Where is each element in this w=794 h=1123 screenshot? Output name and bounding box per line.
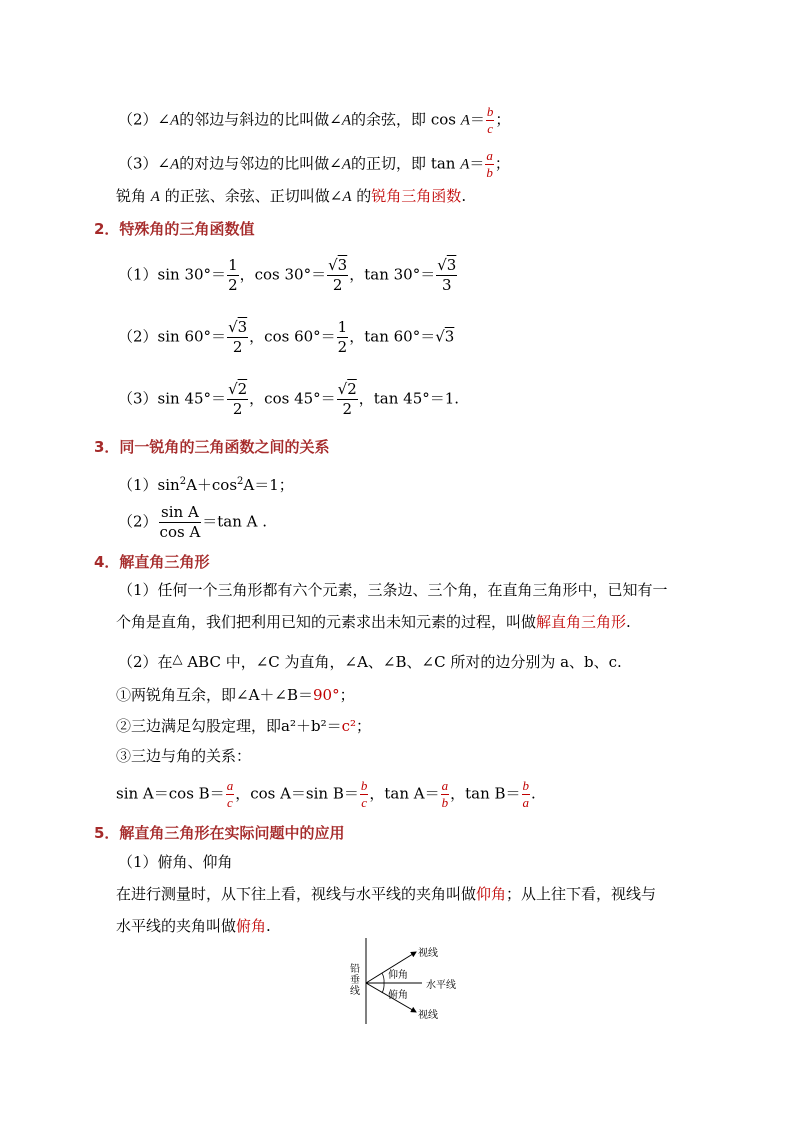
special-angle-row-30: （1）sin 30°＝ $\frac{1}{2}$ ，cos 30°＝ $\frac{√3}{2}$ ，tan 30°＝ $\frac{√3}{3}$ [118,256,457,294]
elevation-depression-subheading: （1）俯角、仰角 [118,853,233,871]
horizontal-line-label: 水平线 [426,980,456,991]
heading-solve-right-triangle: 4．解直角三角形 [94,553,210,571]
depression-angle-label: 俯角 [388,990,408,1001]
quotient-identity: （2） $\frac{\text{sin A}}{\text{cos A}}$ ＝tan A . [118,503,268,541]
solve-triangle-paragraph-line1: （1）任何一个三角形都有六个元素，三条边、三个角，在直角三角形中，已知有一 [118,581,668,599]
side-angle-relations-label: ③三边与角的关系： [116,747,252,765]
pythagorean-identity: $(1)\sin^2A+\cos^2A=1$； [118,476,294,494]
side-angle-relations: sin A＝cos B＝ $\frac{a}{c}$ ，cos A＝sin B＝ $\frac{b}{c}$ ，tan A＝ $\frac{a}{b}$ ，tan B＝ $\frac{b}{a}$ . [116,778,536,810]
triangle-abc-setup: （2）在△ ABC 中，∠C 为直角，∠A、∠B、∠C 所对的边分别为 a、b、c. [118,652,622,671]
cos-fraction: $\frac{b}{c}$ [486,104,494,136]
trig-summary-line: 锐角 A 的正弦、余弦、正切叫做∠A 的锐角三角函数. [116,187,467,205]
special-angle-row-60: （2）sin 60°＝ $\frac{√3}{2}$ ，cos 60°＝ $\frac{1}{2}$ ，tan 60°＝√3 [118,318,455,356]
tan-fraction: $\frac{a}{b}$ [486,148,493,180]
sight-line-bottom-label: 视线 [418,1010,438,1021]
angle-diagram [340,936,480,1026]
cos-definition-line: （2）∠A的邻边与斜边的比叫做∠A的余弦，即 cos A＝ $\frac{b}{c}$ ； [118,104,511,136]
special-angle-row-45: （3）sin 45°＝ $\frac{√2}{2}$ ，cos 45°＝ $\frac{√2}{2}$ ，tan 45°＝1. [118,380,460,418]
heading-relations: 3．同一锐角的三角函数之间的关系 [94,438,330,456]
elevation-angle-label: 仰角 [388,970,408,981]
heading-special-angles: 2．特殊角的三角函数值 [94,220,255,238]
complementary-angles: ①两锐角互余，即∠A＋∠B＝90°； [116,686,355,704]
pythagorean-theorem: ②三边满足勾股定理，即a²＋b²＝c²； [116,717,372,735]
elevation-arc [382,973,384,983]
angle-diagram-svg [340,936,480,1026]
sight-line-top-label: 视线 [418,948,438,959]
elevation-definition-line1: 在进行测量时，从下往上看，视线与水平线的夹角叫做仰角；从上往下看，视线与 [116,885,657,903]
plumb-line-label: 铅 垂 线 [350,964,360,997]
depression-arc [382,983,384,993]
depression-definition-line2: 水平线的夹角叫做俯角. [116,917,271,935]
tan-definition-line: （3）∠A的对边与邻边的比叫做∠A的正切，即 tan A＝ $\frac{a}{b}$ ； [118,148,510,180]
solve-triangle-paragraph-line2: 个角是直角，我们把利用已知的元素求出未知元素的过程，叫做解直角三角形. [116,613,631,631]
heading-applications: 5．解直角三角形在实际问题中的应用 [94,824,345,842]
